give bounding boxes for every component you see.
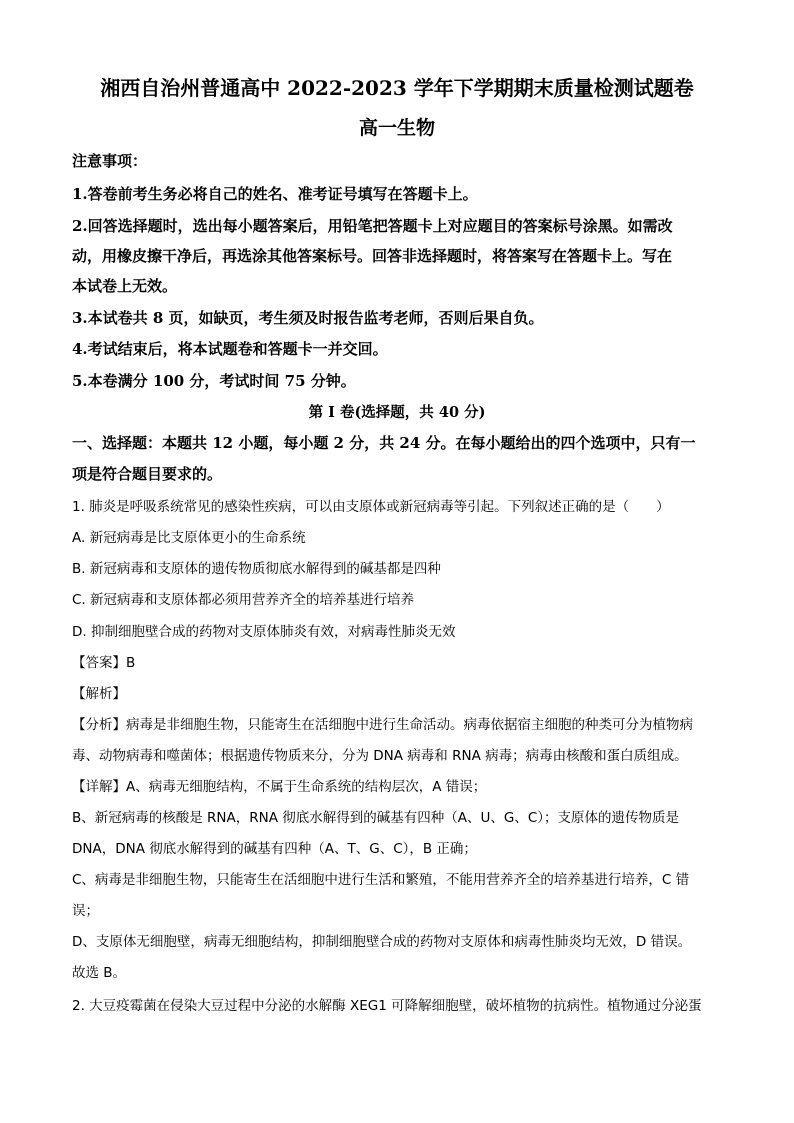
exam-title: 湘西自治州普通高中 2022-2023 学年下学期期末质量检测试题卷 bbox=[100, 76, 694, 100]
explanation-line: 【分析】病毒是非细胞生物，只能寄生在活细胞中进行生命活动。病毒依据宿主细胞的种类可分为植物病 bbox=[72, 717, 693, 733]
notice-line: 1.答卷前考生务必将自己的姓名、准考证号填写在答题卡上。 bbox=[72, 185, 478, 203]
section-title: 第 I 卷(选择题，共 40 分) bbox=[308, 404, 486, 421]
exam-subtitle: 高一生物 bbox=[358, 117, 435, 139]
section-intro: 一、选择题：本题共 12 小题，每小题 2 分，共 24 分。在每小题给出的四个选项中，只有一 bbox=[72, 434, 696, 452]
notice-heading: 注意事项： bbox=[72, 152, 148, 170]
question-1-stem: 1. 肺炎是呼吸系统常见的感染性疾病，可以由支原体或新冠病毒等引起。下列叙述正确的是（ ） bbox=[72, 499, 670, 515]
notice-line: 5.本卷满分 100 分，考试时间 75 分钟。 bbox=[72, 372, 356, 390]
answer-label: 【答案】B bbox=[72, 655, 136, 671]
question-1-option-c: C. 新冠病毒和支原体都必须用营养齐全的培养基进行培养 bbox=[72, 592, 415, 608]
question-1-option-b: B. 新冠病毒和支原体的遗传物质彻底水解得到的碱基都是四种 bbox=[72, 561, 441, 577]
explanation-line: C、病毒是非细胞生物，只能寄生在活细胞中进行生活和繁殖，不能用营养齐全的培养基进行培养，C 错 bbox=[72, 872, 690, 888]
explanation-line: D、支原体无细胞壁，病毒无细胞结构，抑制细胞壁合成的药物对支原体和病毒性肺炎均无效，D 错误。 bbox=[72, 934, 692, 950]
notice-line: 2.回答选择题时，选出每小题答案后，用铅笔把答题卡上对应题目的答案标号涂黑。如需改 bbox=[72, 217, 673, 235]
explanation-line: 【详解】A、病毒无细胞结构，不属于生命系统的结构层次，A 错误； bbox=[72, 779, 487, 795]
notice-line: 本试卷上无效。 bbox=[72, 277, 178, 295]
explanation-line: 毒、动物病毒和噬菌体；根据遗传物质来分，分为 DNA 病毒和 RNA 病毒；病毒由核酸和蛋白质组成。 bbox=[72, 748, 688, 764]
question-1-option-a: A. 新冠病毒是比支原体更小的生命系统 bbox=[72, 530, 306, 546]
analysis-label: 【解析】 bbox=[72, 686, 126, 702]
explanation-line: DNA，DNA 彻底水解得到的碱基有四种（A、T、G、C），B 正确； bbox=[72, 841, 477, 857]
explanation-line: 误； bbox=[72, 903, 99, 919]
explanation-line: 故选 B。 bbox=[72, 965, 127, 981]
notice-line: 3.本试卷共 8 页，如缺页，考生须及时报告监考老师，否则后果自负。 bbox=[72, 309, 544, 327]
question-2-stem: 2. 大豆疫霉菌在侵染大豆过程中分泌的水解酶 XEG1 可降解细胞壁，破坏植物的抗病性。植物通过分泌蛋 bbox=[72, 998, 702, 1014]
question-1-option-d: D. 抑制细胞壁合成的药物对支原体肺炎有效，对病毒性肺炎无效 bbox=[72, 624, 456, 640]
notice-line: 动，用橡皮擦干净后，再选涂其他答案标号。回答非选择题时，将答案写在答题卡上。写在 bbox=[72, 247, 673, 265]
explanation-line: B、新冠病毒的核酸是 RNA，RNA 彻底水解得到的碱基有四种（A、U、G、C）；支原体的遗传物质是 bbox=[72, 810, 680, 826]
section-intro: 项是符合题目要求的。 bbox=[72, 465, 223, 483]
notice-line: 4.考试结束后，将本试题卷和答题卡一并交回。 bbox=[72, 340, 388, 358]
